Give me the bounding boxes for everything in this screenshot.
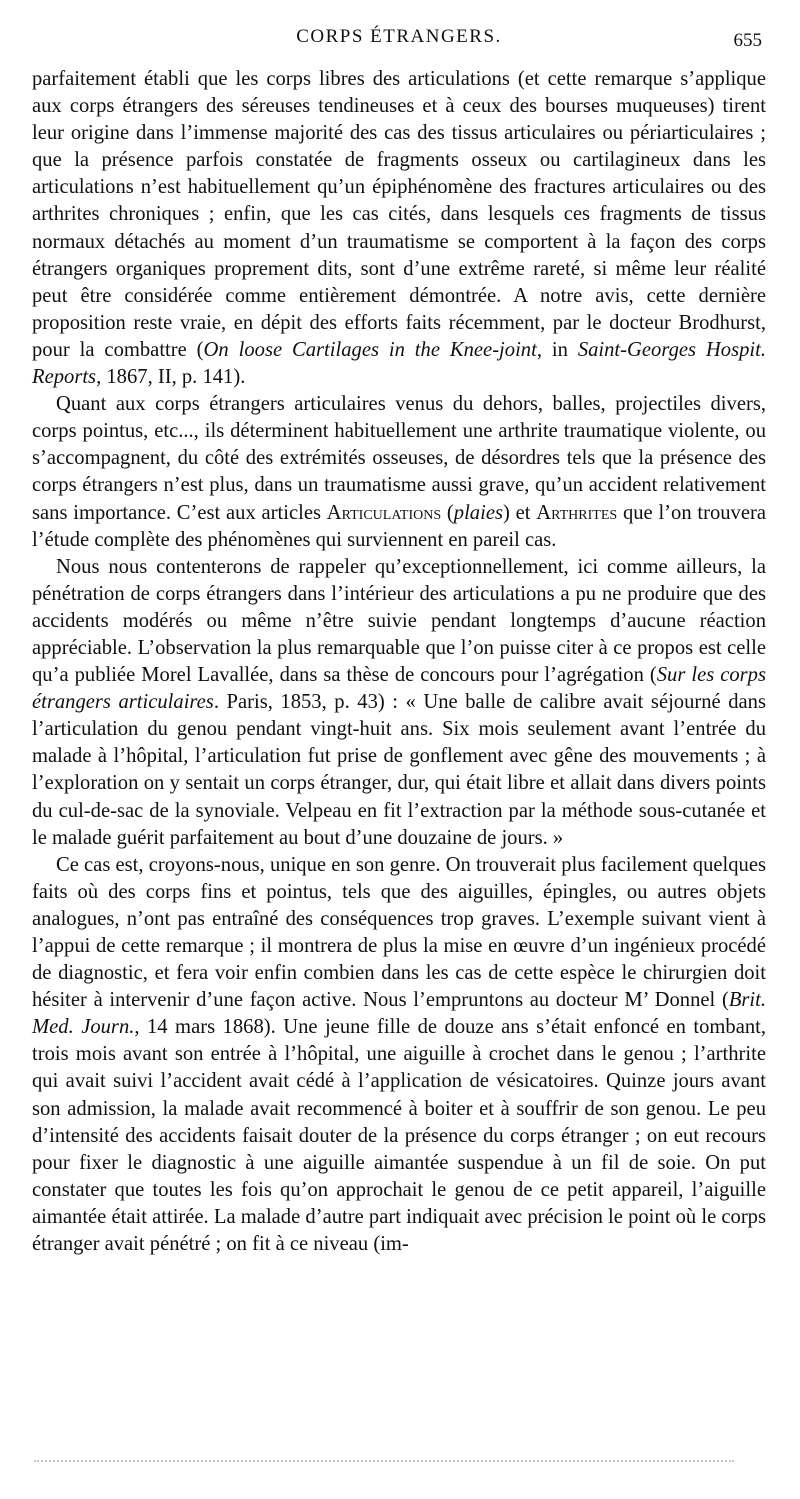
text-run: , 14 mars 1868). Une jeune fille de douze ans s’était enfoncé en tombant, trois mois avant son entrée à l’hôpital, une aiguille à crochet dans le genou ; l’arthrite qui avait suivi l’accident avait cédé à l’application de vésicatoires. Quinze jours avant son admission, la malade avait recommencé à boiter et à souffrir de son genou. Le peu d’intensité des accidents faisait douter de la présence du corps étranger ; on eut recours pour fixer le diagnostic à une aiguille aimantée suspendue à un fil de soie. On put constater que toutes les fois qu’on approchait le genou de ce petit appareil, l’aiguille aimantée était attirée. La malade d’autre part indiquait avec précision le point où le corps étranger avait pénétré ; on fit à ce niveau (im- xyxy=(32,1016,767,1256)
paragraph-2 xyxy=(32,391,766,554)
book-page xyxy=(32,26,766,1258)
italic-text: Sur les corps étrangers articulaires xyxy=(32,664,766,714)
text-run: que l’on trouvera l’étude complète des phénomènes qui surviennent en pareil cas. xyxy=(32,501,766,551)
italic-text: On loose Cartilages in the Knee-joint xyxy=(203,338,537,361)
text-run: Ce cas est, croyons-nous, unique en son genre. On trouverait plus facilement quelques faits où des corps fins et pointus, tels que des aiguilles, épingles, ou autres objets analogues, n’ont pas entraîné des conséquences trop graves. L’exemple suivant vient à l’appui de cette remarque ; il montrera de plus la mise en œuvre d’un ingénieux procédé de diagnostic, et fera voir enfin combien dans les cas de cette espèce le chirurgien doit hésiter à intervenir d’une façon active. Nous l’empruntons au docteur M’ Donnel ( xyxy=(32,853,766,1012)
text-run: parfaitement établi que les corps libres des articulations (et cette remarque s’applique aux corps étrangers des séreuses tendineuses et à ceux des bourses muqueuses) tirent leur origine dans l’immense majorité des cas des tissus articulaires ou périarticulaires ; que la présence parfois constatée de fragments osseux ou cartilagineux dans les articulations n’est habituellement qu’un épiphénomène des fractures articulaires ou des arthrites chroniques ; enfin, que les cas cités, dans lesquels ces fragments de tissus normaux détachés au moment d’un traumatisme se comportent à la façon des corps étrangers organiques proprement dits, sont d’une extrême rareté, si même leur réalité peut être considérée comme entièrement démontrée. A notre avis, cette dernière proposition reste vraie, en dépit des efforts faits récemment, par le docteur Brodhurst, pour la combattre ( xyxy=(32,68,766,361)
small-caps-text: Articulations xyxy=(326,501,442,524)
paragraph-1 xyxy=(32,66,766,391)
text-run: , 1867, II, p. 141). xyxy=(96,366,246,389)
italic-text: plaies xyxy=(453,501,503,524)
body-text xyxy=(32,66,766,1258)
text-run: ( xyxy=(441,501,454,524)
running-title: CORPS ÉTRANGERS. xyxy=(296,26,502,47)
paragraph-3 xyxy=(32,554,766,852)
running-head xyxy=(32,26,766,66)
text-run: . Paris, 1853, p. 43) : « Une balle de calibre avait séjourné dans l’articulation du genou pendant vingt-huit ans. Six mois seulement avant l’entrée du malade à l’hôpital, l’articulation fut prise de gonflement avec gêne des mouvements ; à l’exploration on y sentait un corps étranger, dur, qui était libre et allait dans divers points du cul-de-sac de la synoviale. Velpeau en fit l’extraction par la méthode sous-cutanée et le malade guérit parfaitement au bout d’une douzaine de jours. » xyxy=(32,691,766,849)
text-run: , in xyxy=(536,338,578,361)
bottom-print-marks xyxy=(34,1460,734,1470)
italic-text: Brit. Med. Journ. xyxy=(32,989,766,1039)
text-run: Nous nous contenterons de rappeler qu’exceptionnellement, ici comme ailleurs, la pénétration de corps étrangers dans l’intérieur des articulations a pu ne produire que des accidents modérés ou même n’être suivie pendant longtemps d’aucune réaction appréciable. L’observation la plus remarquable que l’on puisse citer à ce propos est celle qu’a publiée Morel Lavallée, dans sa thèse de concours pour l’agrégation ( xyxy=(32,555,766,687)
small-caps-text: Arthrites xyxy=(536,501,618,524)
text-run: ) et xyxy=(502,501,537,524)
text-run: Quant aux corps étrangers articulaires venus du dehors, balles, projectiles divers, corps pointus, etc..., ils déterminent habituellement une arthrite traumatique violente, ou s’accompagnent, du côté des extrémités osseuses, de désordres tels que la présence des corps étrangers n’est plus, dans un traumatisme aussi grave, qu’un accident relativement sans importance. C’est aux articles xyxy=(32,393,766,524)
page-number: 655 xyxy=(733,30,762,51)
italic-text: Saint-Georges Hospit. Reports xyxy=(32,338,766,389)
paragraph-4 xyxy=(32,852,766,1258)
